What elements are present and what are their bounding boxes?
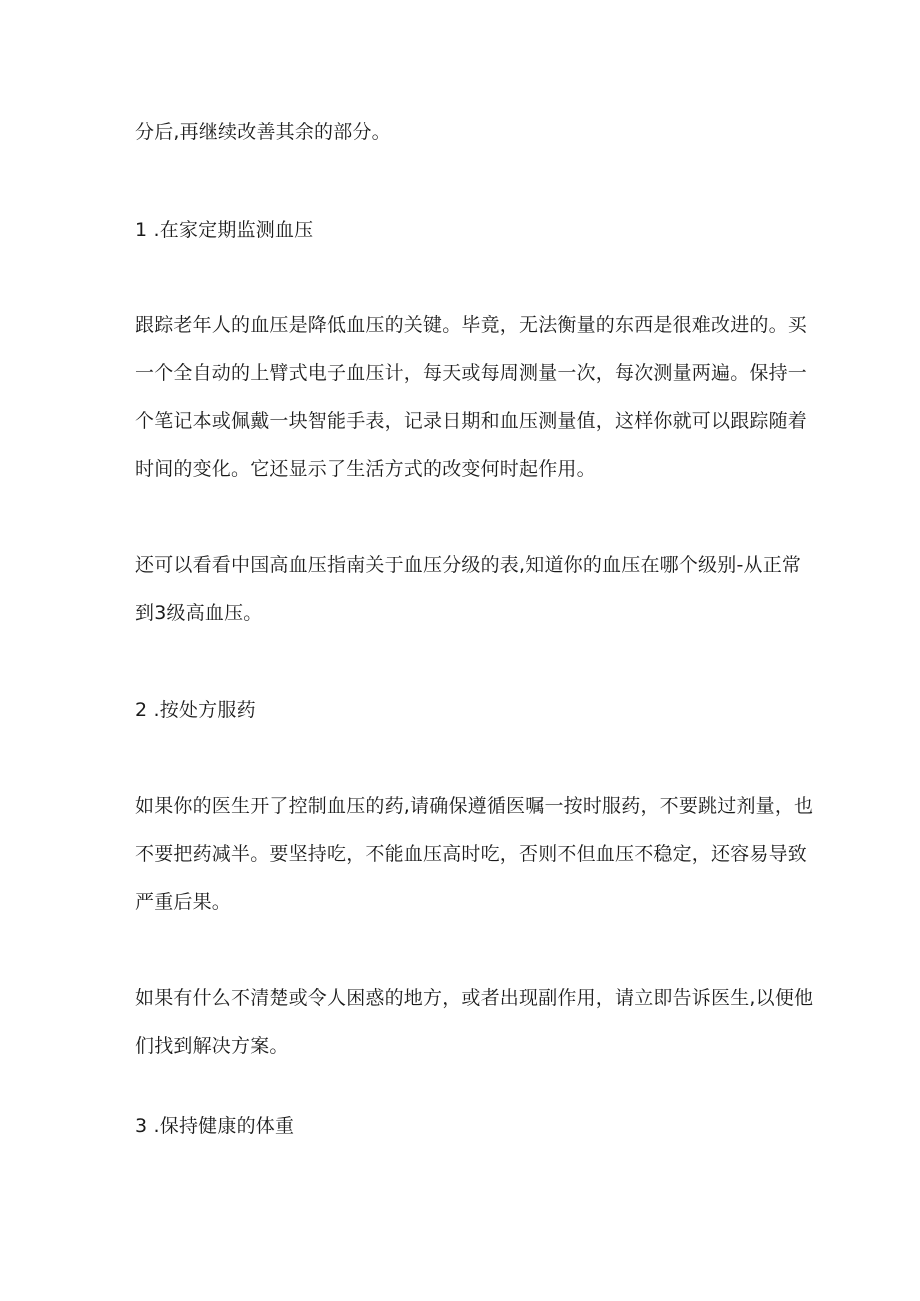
paragraph-line: 如果有什么不清楚或令人困惑的地方，或者出现副作用，请立即告诉医生,以便他 xyxy=(135,987,814,1009)
paragraph-line: 如果你的医生开了控制血压的药,请确保遵循医嘱一按时服药，不要跳过剂量，也 xyxy=(135,795,814,817)
paragraph-line: 还可以看看中国高血压指南关于血压分级的表,知道你的血压在哪个级别-从正常 xyxy=(135,554,802,576)
continuation-text: 分后,再继续改善其余的部分。 xyxy=(135,121,391,143)
paragraph-line: 跟踪老年人的血压是降低血压的关键。毕竟，无法衡量的东西是很难改进的。买 xyxy=(135,314,808,336)
paragraph-line: 们找到解决方案。 xyxy=(135,1035,289,1057)
section-heading-2: 2 .按处方服药 xyxy=(135,699,256,721)
paragraph-line: 到3级高血压。 xyxy=(135,602,263,624)
paragraph-line: 不要把药减半。要坚持吃，不能血压高时吃，否则不但血压不稳定，还容易导致 xyxy=(135,843,808,865)
section-heading-3: 3 .保持健康的体重 xyxy=(135,1115,295,1137)
section-heading-1: 1 .在家定期监测血压 xyxy=(135,219,314,241)
paragraph-line: 一个全自动的上臂式电子血压计，每天或每周测量一次，每次测量两遍。保持一 xyxy=(135,362,808,384)
paragraph-line: 严重后果。 xyxy=(135,891,232,913)
paragraph-line: 个笔记本或佩戴一块智能手表，记录日期和血压测量值，这样你就可以跟踪随着 xyxy=(135,410,808,432)
paragraph-line: 时间的变化。它还显示了生活方式的改变何时起作用。 xyxy=(135,458,596,480)
